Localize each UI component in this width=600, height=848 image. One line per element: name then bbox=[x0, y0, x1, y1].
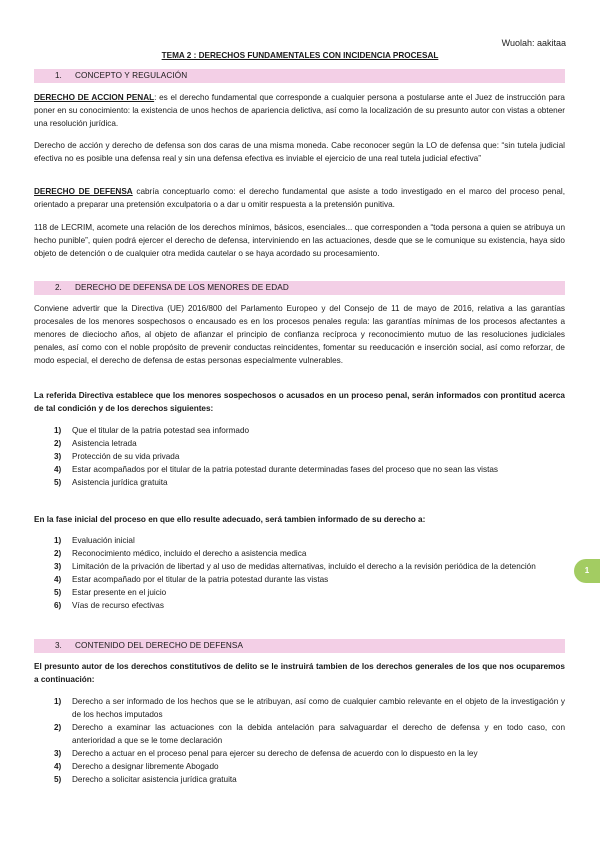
paragraph-accion-defensa: Derecho de acción y derecho de defensa son dos caras de una misma moneda. Cabe reconocer según la LO de defensa que: “sin tutela judicial efectiva no es posible una defensa real y sin una defensa efectiva es inviable el ejercicio de una real tutela judicial efectiva” bbox=[34, 141, 565, 163]
rights-list-menores bbox=[34, 424, 565, 489]
item-number: 2) bbox=[54, 439, 62, 448]
item-text: Derecho a designar libremente Abogado bbox=[72, 762, 219, 771]
rights-list-fase-inicial bbox=[34, 534, 565, 612]
item-number: 5) bbox=[54, 588, 62, 597]
list-item bbox=[34, 760, 565, 773]
paragraph-derecho-defensa bbox=[34, 185, 565, 211]
item-number: 6) bbox=[54, 601, 62, 610]
section-1-header bbox=[34, 69, 565, 83]
list-item bbox=[34, 424, 565, 437]
paragraph-text: : es el derecho fundamental que corresponde a cualquier persona a postularse ante el Juez de instrucción para poner en su conocimiento: la existencia de unos hechos de apariencia delictiva, así como la localización de su presunto autor con vistas a obtener una resolución jurídica. bbox=[34, 93, 565, 128]
term-derecho-accion-penal: DERECHO DE ACCION PENAL bbox=[34, 93, 155, 102]
section-number: 1. bbox=[55, 71, 62, 80]
item-text: Vías de recurso efectivas bbox=[72, 601, 164, 610]
page-number-badge: 1 bbox=[574, 559, 600, 583]
section-number: 3. bbox=[55, 641, 62, 650]
paragraph-text: cabría conceptuarlo como: el derecho fundamental que asiste a todo investigado en el marco del proceso penal, orientado a preparar una pretensión exculpatoria o a dar u omitir respuesta a la pretensión punitiva. bbox=[34, 187, 565, 209]
item-number: 2) bbox=[54, 723, 62, 732]
item-text: Derecho a solicitar asistencia jurídica gratuita bbox=[72, 775, 237, 784]
item-text: Asistencia jurídica gratuita bbox=[72, 478, 168, 487]
item-text: Derecho a actuar en el proceso penal para ejercer su derecho de defensa de acuerdo con lo dispuesto en la ley bbox=[72, 749, 478, 758]
section-number: 2. bbox=[55, 283, 62, 292]
item-number: 4) bbox=[54, 465, 62, 474]
paragraph-derecho-accion-penal bbox=[34, 91, 565, 130]
paragraph-intro-rights: La referida Directiva establece que los menores sospechosos o acusados en un proceso penal, serán informados con prontitud acerca de tal condición y de los derechos siguientes: bbox=[34, 391, 565, 413]
section-heading: CONCEPTO Y REGULACIÓN bbox=[75, 71, 188, 80]
item-text: Evaluación inicial bbox=[72, 536, 135, 545]
item-number: 1) bbox=[54, 536, 62, 545]
item-number: 3) bbox=[54, 452, 62, 461]
list-item bbox=[34, 747, 565, 760]
item-number: 4) bbox=[54, 575, 62, 584]
item-text: Derecho a ser informado de los hechos que se le atribuyan, así como de cualquier cambio relevante en el objeto de la investigación y de los hechos imputados bbox=[72, 697, 565, 719]
list-item bbox=[34, 463, 565, 476]
paragraph-intro-contenido: El presunto autor de los derechos constitutivos de delito se le instruirá tambien de los derechos generales de los que nos ocuparemos a continuación: bbox=[34, 662, 565, 684]
item-number: 2) bbox=[54, 549, 62, 558]
section-heading: DERECHO DE DEFENSA DE LOS MENORES DE EDAD bbox=[75, 283, 289, 292]
item-number: 5) bbox=[54, 478, 62, 487]
list-item bbox=[34, 721, 565, 747]
list-item bbox=[34, 773, 565, 786]
list-item bbox=[34, 695, 565, 721]
item-number: 4) bbox=[54, 762, 62, 771]
item-number: 1) bbox=[54, 426, 62, 435]
section-2-header bbox=[34, 281, 565, 295]
item-text: Que el titular de la patria potestad sea informado bbox=[72, 426, 250, 435]
item-text: Estar acompañados por el titular de la patria potestad durante determinadas fases del proceso que no sean las vistas bbox=[72, 465, 499, 474]
item-text: Derecho a examinar las actuaciones con la debida antelación para salvaguardar el derecho de defensa y en todo caso, con anterioridad a que se le tome declaración bbox=[72, 723, 565, 745]
paragraph-directiva: Conviene advertir que la Directiva (UE) 2016/800 del Parlamento Europeo y del Consejo de 11 de mayo de 2016, relativa a las garantías procesales de los menores sospechosos o encausado es en los procesos penales regula: las garantías mínimas de los procesos afectantes a menores de dieciocho años, al objeto de afianzar el principio de confianza recíproca y reconocimiento mutuo de las resoluciones judiciales penales, así como con el noble propósito de prevenir conductas reincidentes, fomentar su reeducación e inserción social, así como reforzar, de modo especial, el derecho de defensa de estas personas especialmente vulnerables. bbox=[34, 304, 565, 365]
item-number: 5) bbox=[54, 775, 62, 784]
list-item bbox=[34, 547, 565, 560]
paragraph-lecrim-118: 118 de LECRIM, acomete una relación de los derechos mínimos, básicos, esenciales... que corresponden a “toda persona a quien se atribuya un hecho punible”, quien podrá ejercer el derecho de defensa, interviniendo en las actuaciones, desde que se le comunique su existencia, haya sido objeto de detención o de cualquier otra medida cautelar o se haya acordado su procesamiento. bbox=[34, 223, 565, 258]
item-text: Limitación de la privación de libertad y al uso de medidas alternativas, incluido el derecho a la revisión periódica de la detención bbox=[72, 562, 536, 571]
watermark: Wuolah: aakitaa bbox=[501, 38, 566, 48]
item-text: Protección de su vida privada bbox=[72, 452, 180, 461]
item-number: 1) bbox=[54, 697, 62, 706]
section-3-header bbox=[34, 639, 565, 653]
item-number: 3) bbox=[54, 562, 62, 571]
item-text: Reconocimiento médico, incluido el derecho a asistencia medica bbox=[72, 549, 307, 558]
item-text: Asistencia letrada bbox=[72, 439, 137, 448]
item-text: Estar acompañado por el titular de la patria potestad durante las vistas bbox=[72, 575, 329, 584]
item-text: Estar presente en el juicio bbox=[72, 588, 167, 597]
item-number: 3) bbox=[54, 749, 62, 758]
rights-list-contenido bbox=[34, 695, 565, 786]
term-derecho-defensa: DERECHO DE DEFENSA bbox=[34, 187, 133, 196]
list-item bbox=[34, 450, 565, 463]
paragraph-intro-fase-inicial: En la fase inicial del proceso en que ello resulte adecuado, será tambien informado de su derecho a: bbox=[34, 515, 426, 524]
page-title: TEMA 2 : DERECHOS FUNDAMENTALES CON INCIDENCIA PROCESAL bbox=[161, 51, 439, 60]
list-item bbox=[34, 437, 565, 450]
list-item bbox=[34, 586, 565, 599]
list-item bbox=[34, 534, 565, 547]
list-item bbox=[34, 560, 565, 573]
list-item bbox=[34, 599, 565, 612]
section-heading: CONTENIDO DEL DERECHO DE DEFENSA bbox=[75, 641, 244, 650]
list-item bbox=[34, 476, 565, 489]
list-item bbox=[34, 573, 565, 586]
